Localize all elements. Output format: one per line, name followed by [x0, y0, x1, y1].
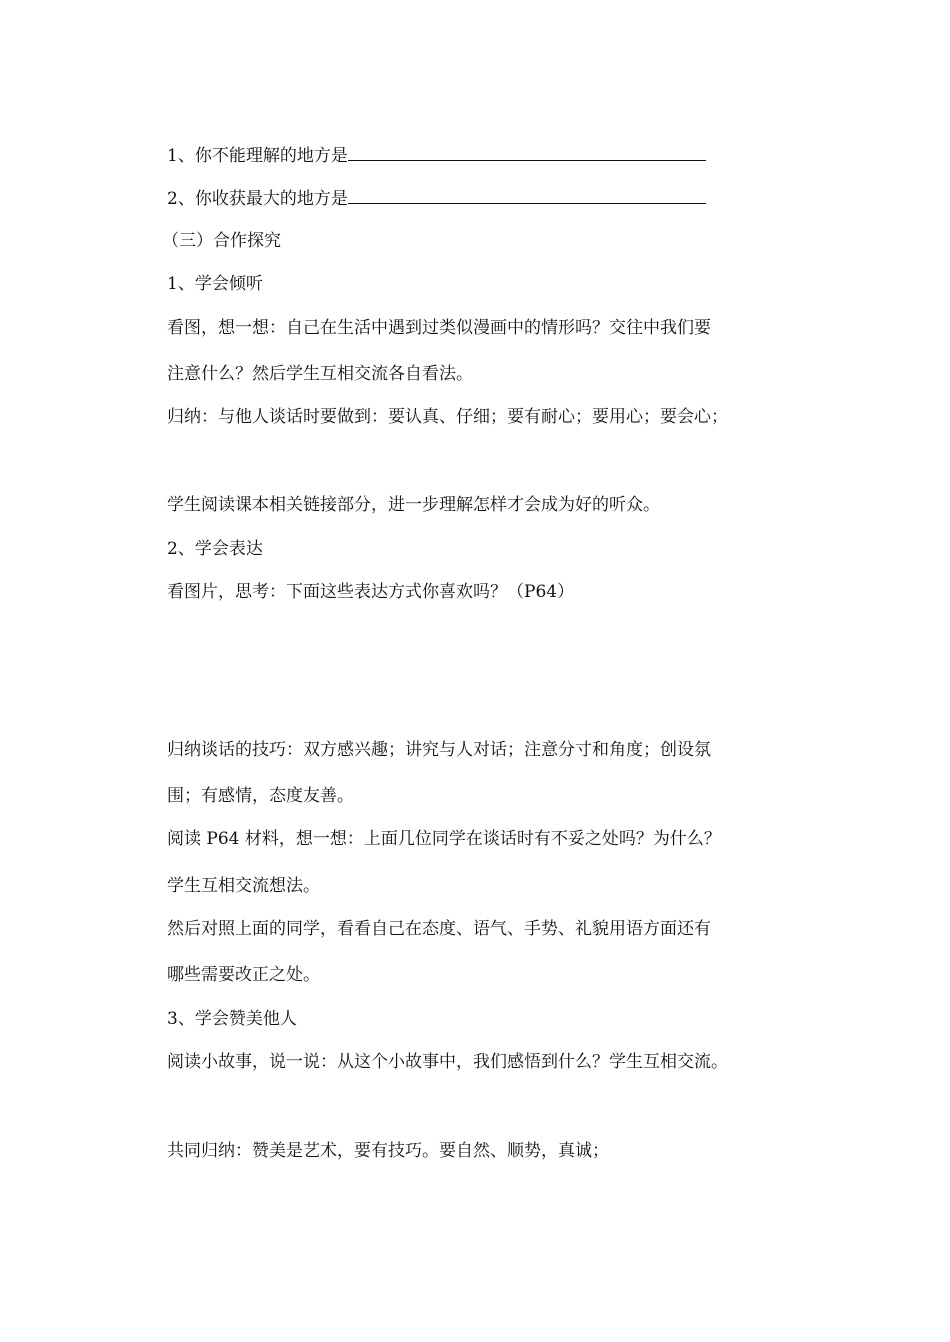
part1-heading: 1、学会倾听 [167, 274, 263, 294]
part3-summary: 共同归纳：赞美是艺术，要有技巧。要自然、顺势，真诚； [167, 1141, 609, 1161]
question-2-text: 2、你收获最大的地方是 [167, 189, 348, 209]
part2-summary-cont: 围；有感情，态度友善。 [167, 786, 354, 806]
part2-heading: 2、学会表达 [167, 539, 263, 559]
part2-paragraph-6: 然后对照上面的同学，看看自己在态度、语气、手势、礼貌用语方面还有 [167, 919, 711, 939]
part1-paragraph-1: 看图，想一想：自己在生活中遇到过类似漫画中的情形吗？交往中我们要 [167, 318, 711, 338]
part1-paragraph-4: 学生阅读课本相关链接部分，进一步理解怎样才会成为好的听众。 [167, 495, 660, 515]
part2-paragraph-5: 学生互相交流想法。 [167, 876, 320, 896]
part2-paragraph-1: 看图片，思考：下面这些表达方式你喜欢吗？（P64） [167, 582, 575, 602]
part2-paragraph-4: 阅读 P64 材料，想一想：上面几位同学在谈话时有不妥之处吗？为什么？ [167, 829, 721, 849]
part3-paragraph-1: 阅读小故事，说一说：从这个小故事中，我们感悟到什么？学生互相交流。 [167, 1052, 728, 1072]
part1-paragraph-2: 注意什么？然后学生互相交流各自看法。 [167, 364, 473, 384]
answer-blank-1[interactable] [348, 143, 706, 161]
section-title: （三）合作探究 [162, 231, 281, 251]
part3-heading: 3、学会赞美他人 [167, 1009, 297, 1029]
answer-blank-2[interactable] [348, 186, 706, 204]
question-2 [167, 186, 706, 211]
part2-paragraph-7: 哪些需要改正之处。 [167, 965, 320, 985]
part2-summary: 归纳谈话的技巧：双方感兴趣；讲究与人对话；注意分寸和角度；创设氛 [167, 740, 711, 760]
question-1-text: 1、你不能理解的地方是 [167, 146, 348, 166]
question-1 [167, 143, 706, 168]
part1-summary: 归纳：与他人谈话时要做到：要认真、仔细；要有耐心；要用心；要会心； [167, 407, 728, 427]
